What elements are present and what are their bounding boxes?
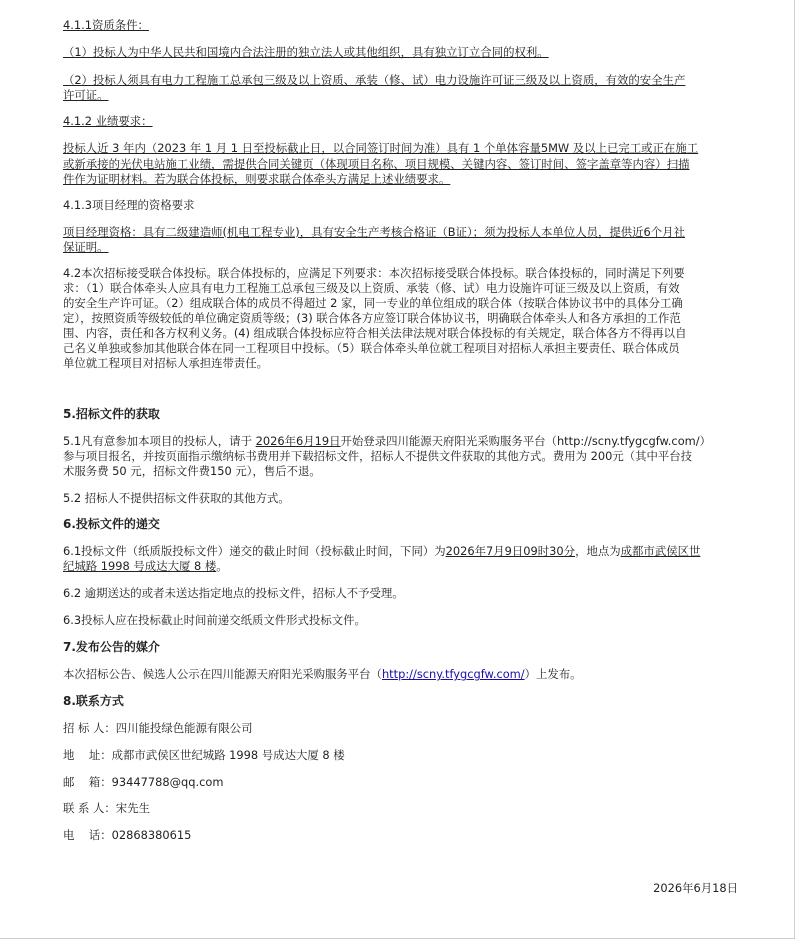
consortium-line-5: 围、内容，责任和各方权利义务。(4) 组成联合体投标应符合相关法律法规对联合体投标的有关规定，联合体各方不得再以自 (63, 326, 687, 340)
start-date: 2026年6月19日 (255, 434, 341, 448)
issue-date: 2026年6月18日 (653, 881, 738, 895)
manager-line-2: 保证明。 (63, 240, 109, 254)
section-5-title: 5.招标文件的获取 (63, 407, 160, 421)
doc-acquisition-text-a: 5.1凡有意参加本项目的投标人，请于 (63, 434, 256, 448)
consortium-line-2: 求：（1）联合体牵头人应具有电力工程施工总承包三级及以上资质、承装（修、试）电力设施许可证三级及以上资质，有效 (63, 281, 680, 295)
consortium-line-3: 的安全生产许可证。（2）组成联合体的成员不得超过 2 家，同一专业的单位组成的联合体（按联合体协议书中的具体分工确 (63, 296, 683, 310)
consortium-line-4: 定），按照资质等级较低的单位确定资质等级；(3) 联合体各方应签订联合体协议书，明确联合体牵头人和各方承担的工作范 (63, 311, 681, 325)
doc-acquisition-line-3: 术服务费 50 元，招标文件费150 元），售后不退。 (63, 464, 321, 478)
late-submission-note: 6.2 逾期送达的或者未送达指定地点的投标文件，招标人不予受理。 (63, 586, 404, 600)
doc-acquisition-note: 5.2 招标人不提供招标文件获取的其他方式。 (63, 491, 290, 505)
manager-line-1: 项目经理资格：具有二级建造师(机电工程专业)，具有安全生产考核合格证（B证）；须为投标人本单位人员，提供近6个月社 (63, 225, 685, 239)
section-4-1-2-title: 4.1.2 业绩要求： (63, 114, 153, 128)
doc-acquisition-text-b: 开始登录四川能源天府阳光采购服务平台（http://scny.tfygcgfw.com/） (340, 434, 711, 448)
deadline-time: 2026年7月9日09时30分 (445, 544, 576, 558)
submission-line-2 (63, 558, 228, 574)
section-7-title: 7.发布公告的媒介 (63, 640, 160, 654)
section-8-title: 8.联系方式 (63, 694, 124, 708)
media-text-a: 本次招标公告、候选人公示在四川能源天府阳光采购服务平台（ (63, 667, 382, 681)
doc-acquisition-line-1 (63, 433, 711, 449)
section-6-title: 6.投标文件的递交 (63, 517, 160, 531)
consortium-line-7: 单位就工程项目对招标人承担连带责任。 (63, 356, 269, 370)
qualification-item-2-line-1: （2）投标人须具有电力工程施工总承包三级及以上资质、承装（修、试）电力设施许可证三级及以上资质，有效的安全生产 (63, 73, 686, 87)
section-4-1-1-title: 4.1.1资质条件： (63, 18, 149, 32)
qualification-item-2-line-2: 许可证。 (63, 88, 109, 102)
paper-submission-note: 6.3投标人应在投标截止时间前递交纸质文件形式投标文件。 (63, 613, 366, 627)
consortium-line-6: 己名义单独或参加其他联合体在同一工程项目中投标。（5）联合体牵头单位就工程项目对招标人承担主要责任、联合体成员 (63, 341, 680, 355)
contact-phone: 电 话：02868380615 (63, 828, 192, 842)
submission-location-part-1: 成都市武侯区世 (620, 544, 701, 558)
submission-location-part-2: 纪城路 1998 号成达大厦 8 楼 (63, 559, 217, 573)
media-text-b: ）上发布。 (524, 667, 582, 681)
contact-person: 联 系 人：宋先生 (63, 801, 150, 815)
performance-line-3: 件作为证明材料。若为联合体投标，则要求联合体牵头方满足上述业绩要求。 (63, 172, 451, 186)
platform-link[interactable]: http://scny.tfygcgfw.com/ (381, 667, 525, 681)
qualification-item-1: （1）投标人为中华人民共和国境内合法注册的独立法人或其他组织，具有独立订立合同的权利。 (63, 45, 549, 59)
submission-text-a: 6.1投标文件（纸质版投标文件）递交的截止时间（投标截止时间，下同）为 (63, 544, 446, 558)
submission-line-1 (63, 543, 700, 559)
contact-address: 地 址：成都市武侯区世纪城路 1998 号成达大厦 8 楼 (63, 748, 345, 762)
consortium-line-1: 4.2本次招标接受联合体投标。联合体投标的，应满足下列要求：本次招标接受联合体投标。联合体投标的，同时满足下列要 (63, 266, 685, 280)
submission-line-2-end: 。 (216, 559, 228, 573)
media-line (63, 666, 582, 682)
contact-email: 邮 箱：93447788@qq.com (63, 775, 224, 789)
section-4-1-3-title: 4.1.3项目经理的资格要求 (63, 198, 195, 212)
doc-acquisition-line-2: 参与项目报名，并按页面指示缴纳标书费用并下载招标文件，招标人不提供文件获取的其他方式。费用为 200元（其中平台技 (63, 449, 693, 463)
contact-tenderer: 招 标 人：四川能投绿色能源有限公司 (63, 721, 253, 735)
performance-line-1: 投标人近 3 年内（2023 年 1 月 1 日至投标截止日，以合同签订时间为准）具有 1 个单体容量5MW 及以上已完工或正在施工 (63, 141, 699, 155)
performance-line-2: 或新承接的光伏电站施工业绩，需提供合同关键页（体现项目名称、项目规模、关键内容、签订时间、签字盖章等内容）扫描 (63, 157, 690, 171)
submission-text-b: ，地点为 (575, 544, 621, 558)
